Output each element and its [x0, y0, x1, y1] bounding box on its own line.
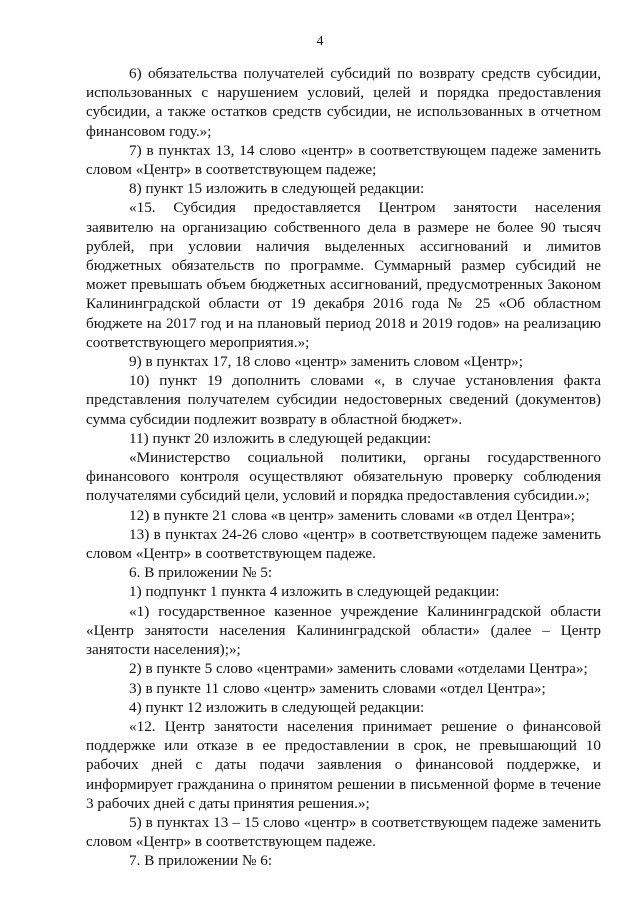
paragraph-quote-employment-center: «1) государственное казенное учреждение Калининградской области «Центр занятости населения Калининградской области» (далее – Центр занятости населения);»; [86, 602, 601, 659]
paragraph-item-12-point-21: 12) в пункте 21 слова «в центр» заменить словами «в отдел Центра»; [129, 506, 575, 524]
paragraph-subitem-4-point-12: 4) пункт 12 изложить в следующей редакции: [129, 698, 425, 716]
paragraph-subitem-3-point-11: 3) в пункте 11 слово «центр» заменить словами «отдел Центра»; [129, 679, 546, 697]
paragraph-item-6-obligations: 6) обязательства получателей субсидий по возврату средств субсидии, использованных с нарушением условий, целей и порядка предоставления субсидии, а также остатков средств субсидии, не использованных в отчетном финансовом году.»; [86, 65, 601, 140]
paragraph-item-9-points-17-18: 9) в пунктах 17, 18 слово «центр» заменить словом «Центр»; [129, 353, 523, 371]
paragraph-section-6-appendix-5: 6. В приложении № 5: [129, 564, 273, 582]
paragraph-quote-12-decision: «12. Центр занятости населения принимает решение о финансовой поддержке или отказе в ее предоставлении в срок, не превышающий 10 рабочих дней с даты подачи заявления о финансовой поддержке, и информирует гражданина о принятом решении в письменной форме в течение 3 рабочих дней с даты принятия решения.»; [86, 717, 601, 812]
paragraph-item-7-points-13-14: 7) в пунктах 13, 14 слово «центр» в соответствующем падеже заменить словом «Центр» в соответствующем падеже; [86, 141, 601, 179]
paragraph-section-7-appendix-6: 7. В приложении № 6: [129, 852, 273, 870]
paragraph-item-13-points-24-26: 13) в пунктах 24-26 слово «центр» в соответствующем падеже заменить словом «Центр» в соответствующем падеже. [86, 525, 601, 563]
paragraph-item-8-point-15: 8) пункт 15 изложить в следующей редакции: [129, 180, 425, 198]
paragraph-subitem-1-point-4: 1) подпункт 1 пункта 4 изложить в следующей редакции: [129, 583, 500, 601]
paragraph-subitem-5-points-13-15: 5) в пунктах 13 – 15 слово «центр» в соответствующем падеже заменить словом «Центр» в соответствующем падеже. [86, 813, 601, 851]
document-body [86, 64, 601, 871]
paragraph-item-10-point-19: 10) пункт 19 дополнить словами «, в случае установления факта представления получателем субсидии недостоверных сведений (документов) сумма субсидии подлежит возврату в областной бюджет». [86, 372, 601, 428]
paragraph-item-11-point-20: 11) пункт 20 изложить в следующей редакции: [129, 429, 432, 447]
page-number: 4 [316, 34, 324, 49]
paragraph-quote-ministry-control: «Министерство социальной политики, органы государственного финансового контроля осуществляют обязательную проверку соблюдения получателями субсидий цели, условий и порядка предоставления субсидии.»; [86, 449, 601, 505]
paragraph-quote-15-subsidy: «15. Субсидия предоставляется Центром занятости населения заявителю на организацию собственного дела в размере не более 90 тысяч рублей, при условии наличия выделенных ассигнований и лимитов бюджетных обязательств по программе. Суммарный размер субсидий не может превышать объем бюджетных ассигнований, предусмотренных Законом Калининградской области от 19 декабря 2016 года № 25 «Об областном бюджете на 2017 год и на плановый период 2018 и 2019 годов» на реализацию соответствующего мероприятия.»; [86, 199, 601, 351]
paragraph-subitem-2-point-5: 2) в пункте 5 слово «центрами» заменить словами «отделами Центра»; [129, 660, 588, 678]
